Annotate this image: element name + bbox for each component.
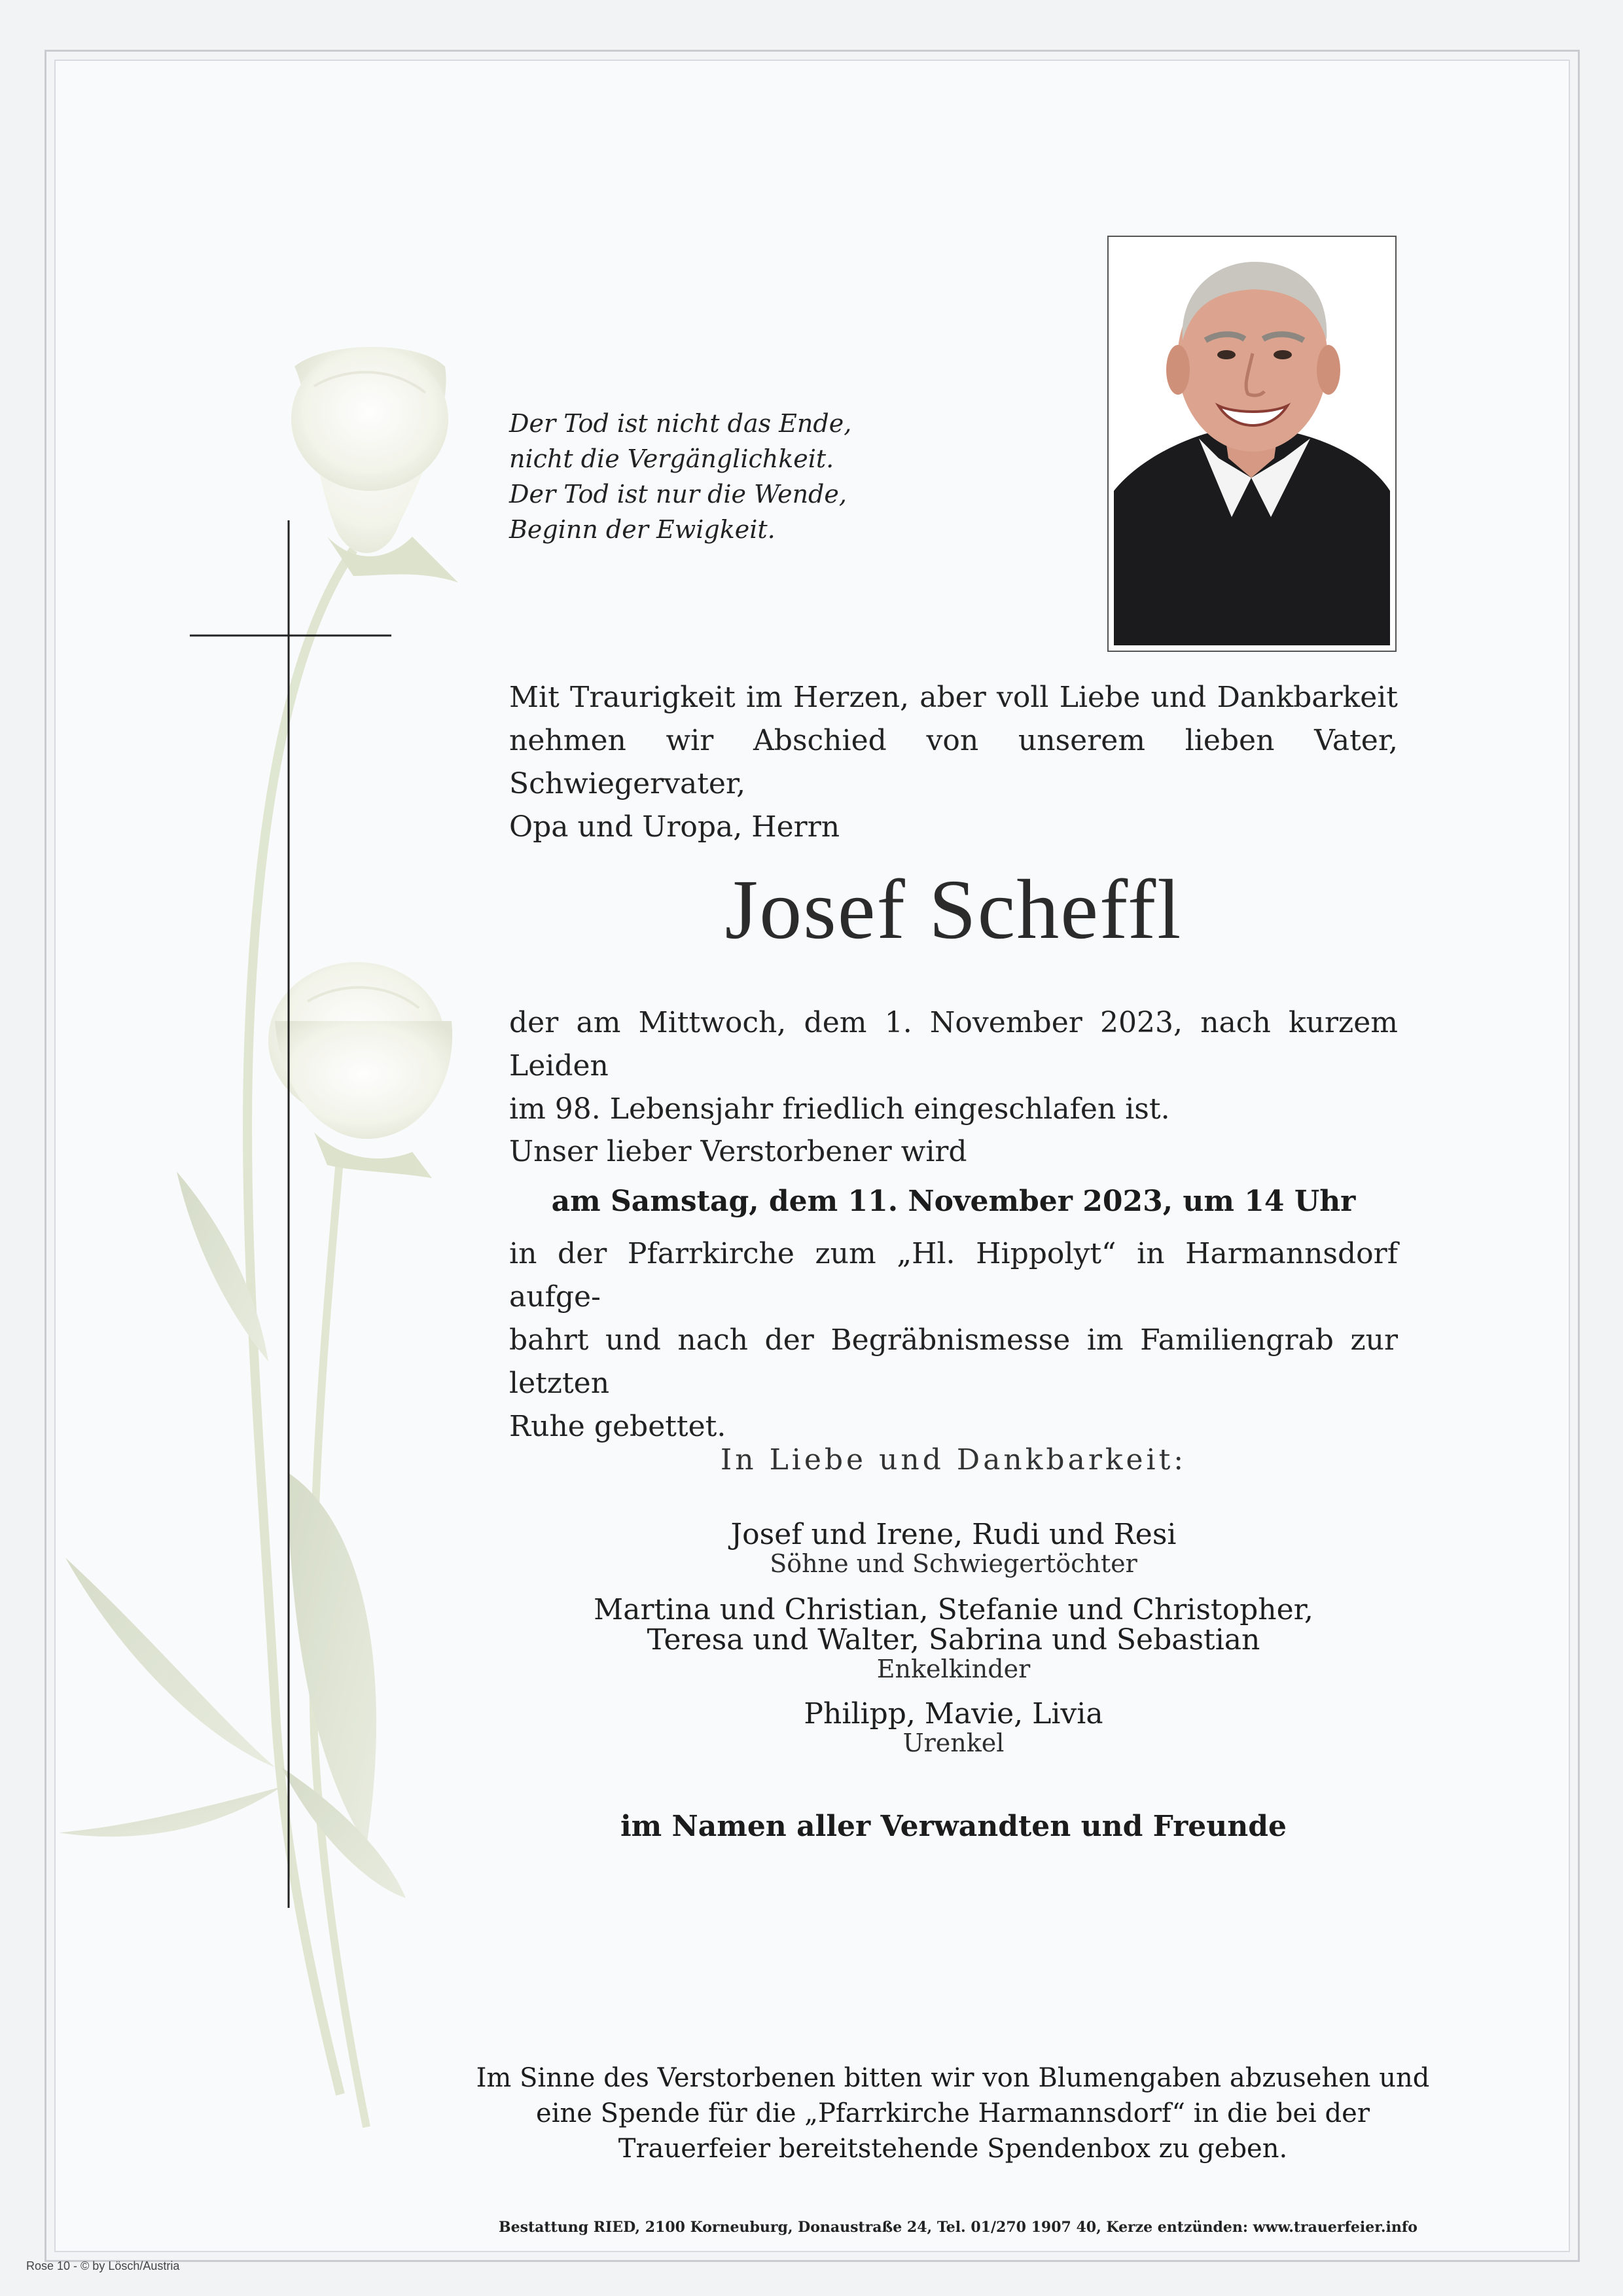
intro-line: nehmen wir Abschied von unserem lieben Vater, Schwiegervater, <box>509 724 1398 800</box>
family-relation: Enkelkinder <box>876 1655 1031 1683</box>
family-names: Josef und Irene, Rudi und Resi <box>730 1518 1177 1551</box>
donation-line: Im Sinne des Verstorbenen bitten wir von Blumengaben abzusehen und <box>476 2063 1430 2093</box>
death-paragraph <box>509 1001 1398 1131</box>
deceased-name: Josef Scheffl <box>724 863 1183 957</box>
donation-line: Trauerfeier bereitstehende Spendenbox zu geben. <box>618 2134 1288 2164</box>
family-names: Martina und Christian, Stefanie und Christopher, <box>594 1593 1313 1626</box>
funeral-line: Ruhe gebettet. <box>509 1410 726 1443</box>
poem-line: nicht die Vergänglichkeit. <box>509 444 834 473</box>
funeral-paragraph <box>509 1232 1398 1448</box>
closing-greeting: In Liebe und Dankbarkeit: <box>720 1443 1187 1477</box>
intro-line: Opa und Uropa, Herrn <box>509 810 840 844</box>
death-line: der am Mittwoch, dem 1. November 2023, nach kurzem Leiden <box>509 1006 1398 1083</box>
funeral-lead <box>509 1130 1398 1174</box>
funeral-date: am Samstag, dem 11. November 2023, um 14 Uhr <box>551 1185 1356 1218</box>
intro-paragraph <box>509 676 1398 849</box>
intro-line: Mit Traurigkeit im Herzen, aber voll Liebe und Dankbarkeit <box>509 681 1398 714</box>
family-group-sons <box>509 1520 1398 1577</box>
family-relation: Urenkel <box>902 1729 1005 1757</box>
relatives-note: im Namen aller Verwandten und Freunde <box>620 1810 1287 1843</box>
design-imprint: Rose 10 - © by Lösch/Austria <box>26 2259 180 2272</box>
family-group-grandchildren <box>509 1595 1398 1683</box>
poem-line: Der Tod ist nur die Wende, <box>509 480 847 509</box>
poem <box>509 406 902 547</box>
death-line: im 98. Lebensjahr friedlich eingeschlafen ist. <box>509 1092 1170 1126</box>
funeral-line: in der Pfarrkirche zum „Hl. Hippolyt“ in Harmannsdorf aufge- <box>509 1237 1398 1314</box>
donation-note <box>462 2060 1444 2166</box>
family-group-great-grandchildren <box>509 1699 1398 1757</box>
portrait-photo <box>1107 236 1397 652</box>
family-names: Philipp, Mavie, Livia <box>804 1697 1103 1731</box>
funeral-line: bahrt und nach der Begräbnismesse im Familiengrab zur letzten <box>509 1323 1398 1400</box>
undertaker-footer: Bestattung RIED, 2100 Korneuburg, Donaustraße 24, Tel. 01/270 1907 40, Kerze entzünden: www.trauerfeier.info <box>499 2219 1418 2236</box>
poem-line: Der Tod ist nicht das Ende, <box>509 409 852 438</box>
family-relation: Söhne und Schwiegertöchter <box>770 1549 1137 1578</box>
poem-line: Beginn der Ewigkeit. <box>509 515 776 544</box>
family-names: Teresa und Walter, Sabrina und Sebastian <box>647 1623 1260 1657</box>
funeral-lead-text: Unser lieber Verstorbener wird <box>509 1135 967 1168</box>
donation-line: eine Spende für die „Pfarrkirche Harmannsdorf“ in die bei der <box>536 2098 1370 2128</box>
